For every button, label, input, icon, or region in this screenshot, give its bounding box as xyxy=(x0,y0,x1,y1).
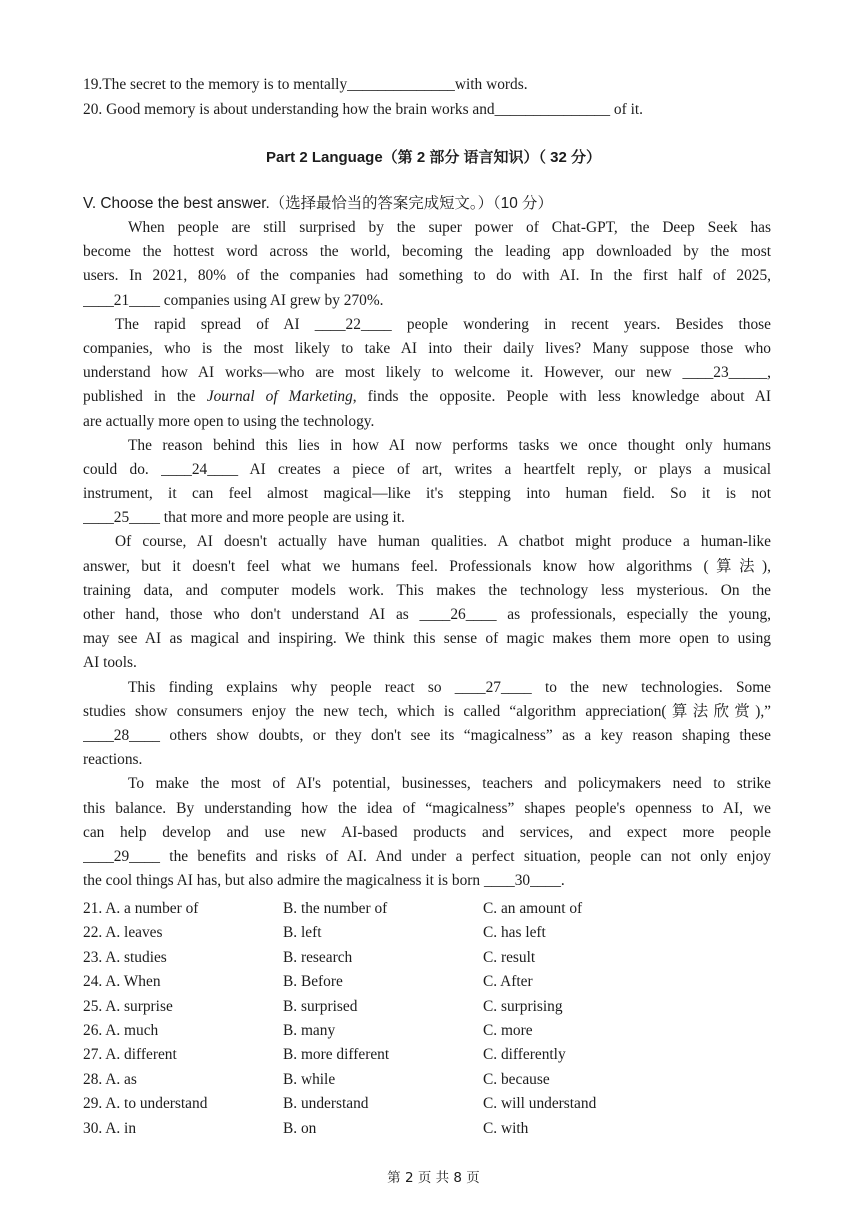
option-a: 22. A. leaves xyxy=(83,924,163,942)
option-c: C. because xyxy=(483,1070,550,1088)
passage-line: studies show consumers enjoy the new tech, which is called “algorithm appreciation(算法欣赏),” xyxy=(83,702,771,720)
passage-line: other hand, those who don't understand AI as ____26____ as professionals, especially the young, xyxy=(83,606,771,623)
passage-line: reactions. xyxy=(83,751,143,769)
passage-line: ____25____ that more and more people are using it. xyxy=(83,509,405,527)
section-heading: V. Choose the best answer.（选择最恰当的答案完成短文。）（10 分） xyxy=(83,195,553,212)
passage-line: To make the most of AI's potential, businesses, teachers and policymakers need to strike xyxy=(128,775,771,793)
option-c: C. will understand xyxy=(483,1095,597,1113)
question-20-line: 20. Good memory is about understanding how the brain works and_______________ of it. xyxy=(83,101,643,118)
option-b: B. more different xyxy=(283,1046,390,1064)
passage-line: training data, and computer models work. This makes the technology less mysterious. On the xyxy=(83,581,771,599)
passage-line: answer, but it doesn't feel what we humans feel. Professionals know how algorithms (算法), xyxy=(83,557,771,575)
question-19-line: 19.The secret to the memory is to mentally______________with words. xyxy=(83,76,528,93)
passage-line: this balance. By understanding how the idea of “magicalness” shapes people's openness to AI, we xyxy=(83,799,771,817)
cloze-passage xyxy=(83,216,771,893)
part-title: Part 2 Language（第 2 部分 语言知识）（ 32 分） xyxy=(265,149,602,166)
option-a: 25. A. surprise xyxy=(83,997,173,1015)
option-row xyxy=(83,995,683,1019)
passage-line: understand how AI works—who are most likely to welcome it. However, our new ____23_____, xyxy=(83,364,771,382)
option-row xyxy=(83,946,683,970)
option-c: C. After xyxy=(483,973,533,991)
option-c: C. differently xyxy=(483,1046,566,1064)
option-b: B. research xyxy=(283,948,353,966)
option-row xyxy=(83,970,683,994)
option-b: B. Before xyxy=(283,973,343,991)
passage-line: could do. ____24____ AI creates a piece of art, writes a heartfelt reply, or plays a musical xyxy=(83,460,771,478)
option-a: 27. A. different xyxy=(83,1046,177,1064)
passage-line: This finding explains why people react so ____27____ to the new technologies. Some xyxy=(128,678,771,696)
passage-line: may see AI as magical and inspiring. We think this sense of magic makes them more open to using xyxy=(83,630,771,648)
passage-line: become the hottest word across the world, becoming the leading app downloaded by the most xyxy=(83,243,771,261)
passage-line: companies, who is the most likely to take AI into their daily lives? Many suppose those who xyxy=(83,339,771,357)
passage-line: Of course, AI doesn't actually have human qualities. A chatbot might produce a human-like xyxy=(115,533,771,551)
passage-line: instrument, it can feel almost magical—like it's stepping into human field. So it is not xyxy=(83,485,771,503)
option-a: 21. A. a number of xyxy=(83,900,199,917)
passage-line: AI tools. xyxy=(83,654,137,672)
option-a: 23. A. studies xyxy=(83,948,167,966)
option-b: B. while xyxy=(283,1070,336,1088)
option-b: B. surprised xyxy=(283,997,358,1015)
passage-line: ____28____ others show doubts, or they don't see its “magicalness” as a key reason shaping these xyxy=(83,726,771,744)
passage-line: When people are still surprised by the super power of Chat-GPT, the Deep Seek has xyxy=(128,219,771,236)
option-b: B. on xyxy=(283,1119,317,1137)
passage-line: published in the Journal of Marketing, finds the opposite. People with less knowledge about AI xyxy=(83,388,771,406)
option-row xyxy=(83,1068,683,1092)
option-a: 26. A. much xyxy=(83,1021,159,1039)
option-c: C. more xyxy=(483,1021,533,1039)
option-b: B. the number of xyxy=(283,900,388,917)
option-c: C. with xyxy=(483,1119,529,1137)
option-b: B. understand xyxy=(283,1095,369,1113)
option-row xyxy=(83,1092,683,1116)
answer-options xyxy=(83,897,683,1141)
passage-line: ____21____ companies using AI grew by 270%. xyxy=(83,291,384,309)
passage-line: can help develop and use new AI-based products and services, and expect more people xyxy=(83,823,771,841)
option-b: B. many xyxy=(283,1021,336,1039)
option-a: 29. A. to understand xyxy=(83,1095,208,1113)
option-row xyxy=(83,897,683,921)
option-row xyxy=(83,1019,683,1043)
option-row xyxy=(83,921,683,945)
option-b: B. left xyxy=(283,924,322,942)
passage-line: are actually more open to using the technology. xyxy=(83,412,375,430)
passage-line: users. In 2021, 80% of the companies had something to do with AI. In the first half of 2025, xyxy=(83,267,771,285)
option-c: C. an amount of xyxy=(483,900,583,917)
option-a: 30. A. in xyxy=(83,1119,137,1137)
option-c: C. surprising xyxy=(483,997,563,1015)
option-c: C. has left xyxy=(483,924,546,942)
passage-line: ____29____ the benefits and risks of AI. And under a perfect situation, people can not only enjoy xyxy=(83,847,771,865)
option-row xyxy=(83,1043,683,1067)
passage-line: the cool things AI has, but also admire the magicalness it is born ____30____. xyxy=(83,872,565,890)
passage-line: The reason behind this lies in how AI now performs tasks we once thought only humans xyxy=(128,436,771,454)
passage-line: The rapid spread of AI ____22____ people wondering in recent years. Besides those xyxy=(115,315,771,333)
option-a: 24. A. When xyxy=(83,973,161,991)
option-a: 28. A. as xyxy=(83,1070,137,1088)
option-c: C. result xyxy=(483,948,536,966)
page-footer: 第 2 页 共 8 页 xyxy=(387,1170,480,1186)
option-row xyxy=(83,1117,683,1141)
